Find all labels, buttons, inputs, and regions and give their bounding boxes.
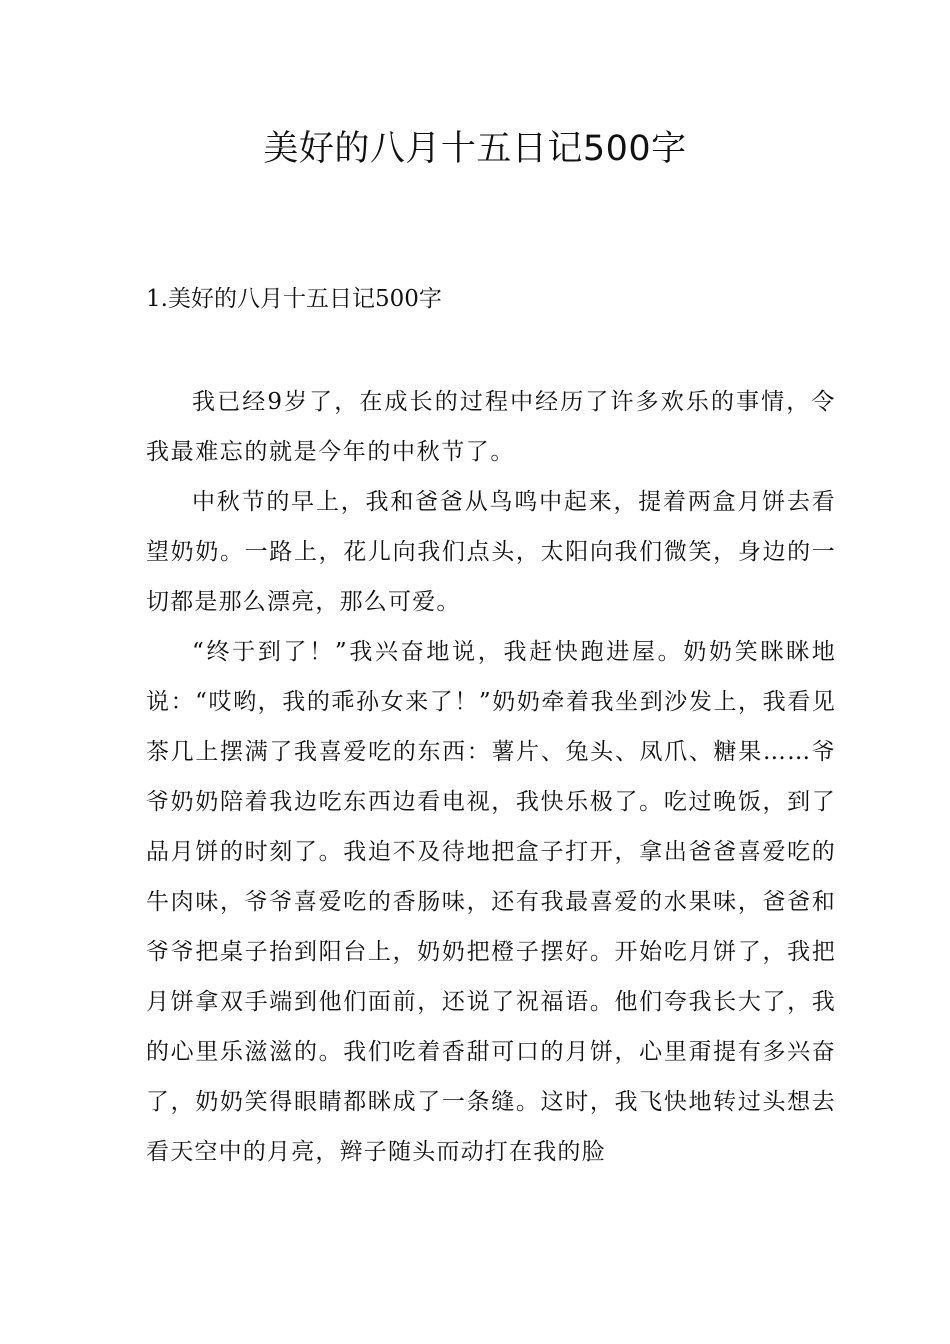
- document-title: 美好的八月十五日记500字: [263, 129, 687, 169]
- section-heading: 1.美好的八月十五日记500字: [146, 286, 442, 312]
- paragraph-2: 中秋节的早上，我和爸爸从鸟鸣中起来，提着两盒月饼去看望奶奶。一路上，花儿向我们点头，太阳向我们微笑，身边的一切都是那么漂亮，那么可爱。: [146, 489, 836, 615]
- paragraph-3: “终于到了！”我兴奋地说，我赶快跑进屋。奶奶笑眯眯地说：“哎哟，我的乖孙女来了！”奶奶牵着我坐到沙发上，我看见茶几上摆满了我喜爱吃的东西：薯片、兔头、凤爪、糖果……爷爷奶奶陪着我边吃东西边看电视，我快乐极了。吃过晚饭，到了品月饼的时刻了。我迫不及待地把盒子打开，拿出爸爸喜爱吃的牛肉味，爷爷喜爱吃的香肠味，还有我最喜爱的水果味，爸爸和爷爷把桌子抬到阳台上，奶奶把橙子摆好。开始吃月饼了，我把月饼拿双手端到他们面前，还说了祝福语。他们夸我长大了，我的心里乐滋滋的。我们吃着香甜可口的月饼，心里甭提有多兴奋了，奶奶笑得眼睛都眯成了一条缝。这时，我飞快地转过头想去看天空中的月亮，辫子随头而动打在我的脸: [146, 639, 836, 1165]
- essay-body: [146, 377, 836, 1177]
- paragraph-1: 我已经9岁了，在成长的过程中经历了许多欢乐的事情，令我最难忘的就是今年的中秋节了。: [146, 389, 836, 465]
